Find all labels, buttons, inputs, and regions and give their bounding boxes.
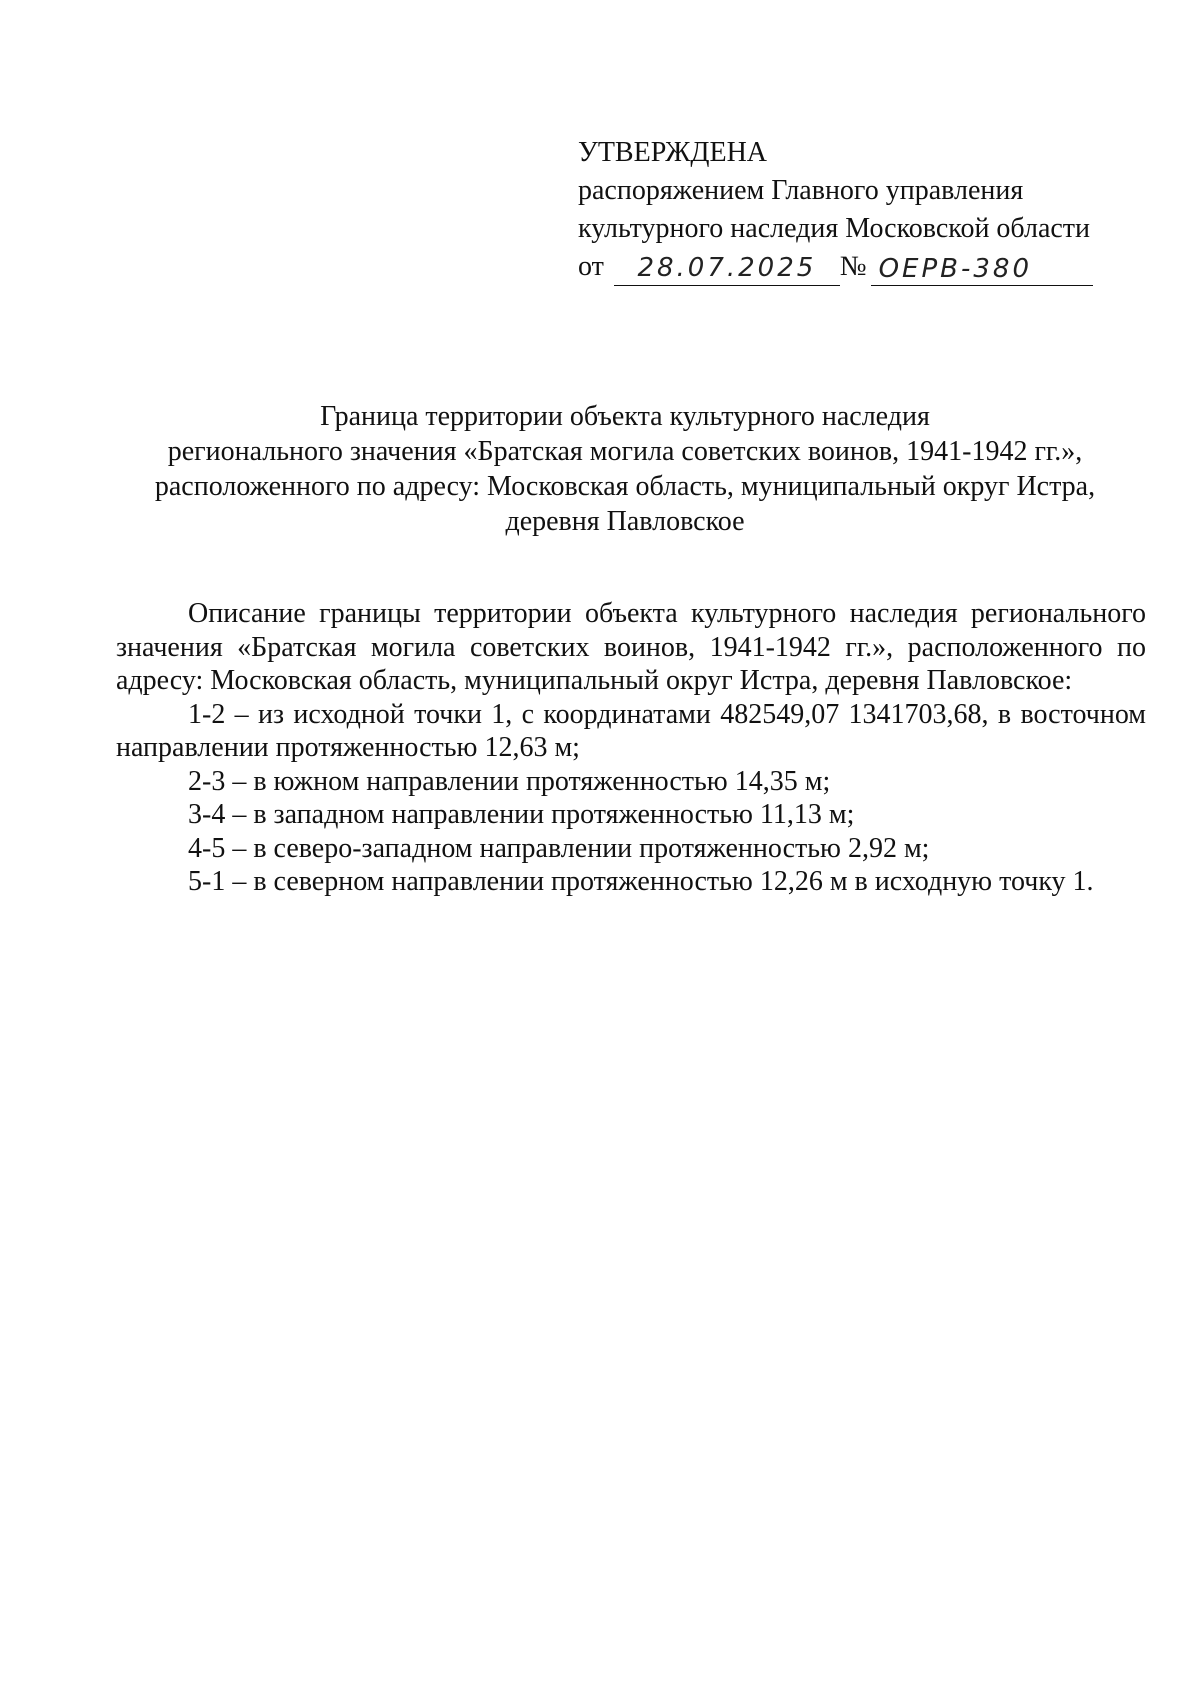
approval-line-1: распоряжением Главного управления (578, 175, 1024, 206)
description-intro: Описание границы территории объекта культурного наследия регионального значения «Братская могила советских воинов, 1941-1942 гг.», расположенного по адресу: Московская область, муниципальный округ Истра, деревня Павловское: (116, 598, 1146, 696)
boundary-segment-1-2: 1-2 – из исходной точки 1, с координатами 482549,07 1341703,68, в восточном направлении протяженностью 12,63 м; (116, 698, 1146, 763)
approval-line-2: культурного наследия Московской области (578, 213, 1091, 244)
number-label: № (839, 251, 867, 282)
approval-heading: УТВЕРЖДЕНА (578, 137, 768, 168)
handwritten-number: ОЕРВ-380 (871, 252, 1093, 286)
approval-date-line (578, 248, 1098, 286)
boundary-segment-5-1: 5-1 – в северном направлении протяженностью 12,26 м в исходную точку 1. (188, 866, 1094, 897)
boundary-segment-2-3: 2-3 – в южном направлении протяженностью 14,35 м; (188, 765, 831, 797)
title-line-1: Граница территории объекта культурного наследия (320, 401, 930, 432)
title-line-3: расположенного по адресу: Московская область, муниципальный округ Истра, (154, 471, 1096, 502)
from-label: от (578, 251, 604, 282)
title-line-2: регионального значения «Братская могила советских воинов, 1941-1942 гг.», (167, 436, 1083, 467)
title-line-4: деревня Павловское (505, 506, 745, 537)
document-title (60, 399, 1190, 539)
boundary-segment-4-5: 4-5 – в северо-западном направлении протяженностью 2,92 м; (188, 832, 930, 864)
approval-block (578, 134, 1098, 286)
boundary-segment-3-4: 3-4 – в западном направлении протяженностью 11,13 м; (188, 799, 855, 830)
handwritten-date: 28.07.2025 (614, 251, 840, 286)
boundary-description (116, 597, 1146, 899)
